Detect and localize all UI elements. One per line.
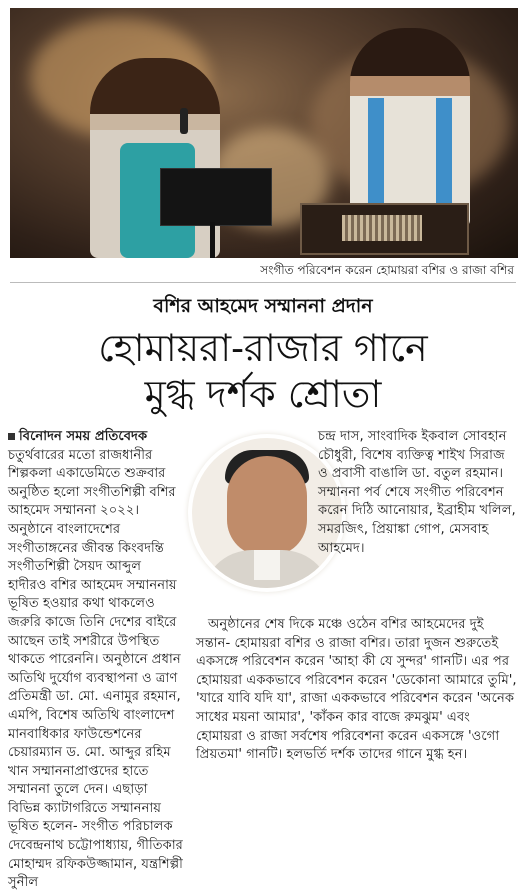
headline-line-1: হোমায়রা-রাজার গানে: [98, 326, 428, 370]
article-column-2: [318, 428, 518, 558]
photo-caption: সংগীত পরিবেশন করেন হোমায়রা বশির ও রাজা বশির: [260, 263, 514, 277]
female-singer: [90, 58, 220, 258]
harmonium: [300, 203, 469, 255]
music-stand: [160, 168, 272, 226]
article-body-1: চতুর্থবারের মতো রাজধানীর শিল্পকলা একাডেমিতে শুক্রবার অনুষ্ঠিত হলো সংগীতশিল্পী বশির আহমেদ সম্মাননা ২০২২। অনুষ্ঠানে বাংলাদেশের সংগীতাঙ্গনের জীবন্ত কিংবদন্তি সংগীতশিল্পী সৈয়দ আব্দুল হাদীরও বশির আহমেদ সম্মাননায় ভূষিত হওয়ার কথা থাকলেও জরুরি কাজে তিনি দেশের বাইরে আছেন তাই সশরীরে উপস্থিত থাকতে পারেননি। অনুষ্ঠানে প্রধান অতিথি দুর্যোগ ব্যবস্থাপনা ও ত্রাণ প্রতিমন্ত্রী ডা. মো. এনামুর রহমান, এমপি, বিশেষ অতিথি বাংলাদেশ মানবাধিকার ফাউন্ডেশনের চেয়ারম্যান ড. মো. আব্দুর রহিম খান সম্মাননাপ্রাপ্তদের হাতে সম্মাননা তুলে দেন। এছাড়া বিভিন্ন ক্যাটাগরিতে সম্মাননায় ভূষিত হলেন- সংগীত পরিচালক দেবেন্দ্রনাথ চট্টোপাধ্যায়, গীতিকার মোহাম্মদ রফিকউজ্জামান, যন্ত্রশিল্পী সুনীল: [8, 447, 183, 891]
article-column-3: [196, 616, 518, 765]
bullet-icon: [8, 433, 15, 440]
article-body-3: অনুষ্ঠানের শেষ দিকে মঞ্চে ওঠেন বশির আহমেদের দুই সন্তান- হোমায়রা বশির ও রাজা বশির। তারা দুজন শুরুতেই একসঙ্গে পরিবেশন করেন 'আহা কী যে সুন্দর' গানটি। এর পর হোমায়রা এককভাবে পরিবেশন করেন 'ডেকোনা আমারে তুমি', 'যারে যাবি যদি যা', রাজা এককভাবে পরিবেশন করেন 'অনেক সাধের ময়না আমার', 'কাঁকন কার বাজে রুমঝুম' এবং হোমায়রা ও রাজা সর্বশেষ পরিবেশনা করেন একসঙ্গে 'ওগো প্রিয়তমা' গানটি। হলভর্তি দর্শক তাদের গানে মুগ্ধ হন।: [196, 617, 517, 763]
microphone-icon: [180, 108, 188, 134]
concert-photo: [10, 8, 518, 258]
reporter-byline: বিনোদন সময় প্রতিবেদক: [19, 429, 148, 444]
headline-line-2: মুগ্ধ দর্শক শ্রোতা: [144, 372, 382, 416]
male-singer: [350, 28, 470, 228]
article-body-2: চন্দ্র দাস, সাংবাদিক ইকবাল সোবহান চৌধুরী, বিশেষ ব্যক্তিত্ব শাইখ সিরাজ ও প্রবাসী বাঙালি ডা. বতুল রহমান। সম্মাননা পর্ব শেষে সংগীত পরিবেশন করেন দিঠি আনোয়ার, ইব্রাহীম খলিল, সমরজিৎ, প্রিয়াঙ্কা গোপ, মেসবাহ আহমেদ।: [318, 429, 516, 556]
divider: [10, 282, 516, 283]
kicker: বশির আহমেদ সম্মাননা প্রদান: [153, 295, 373, 317]
